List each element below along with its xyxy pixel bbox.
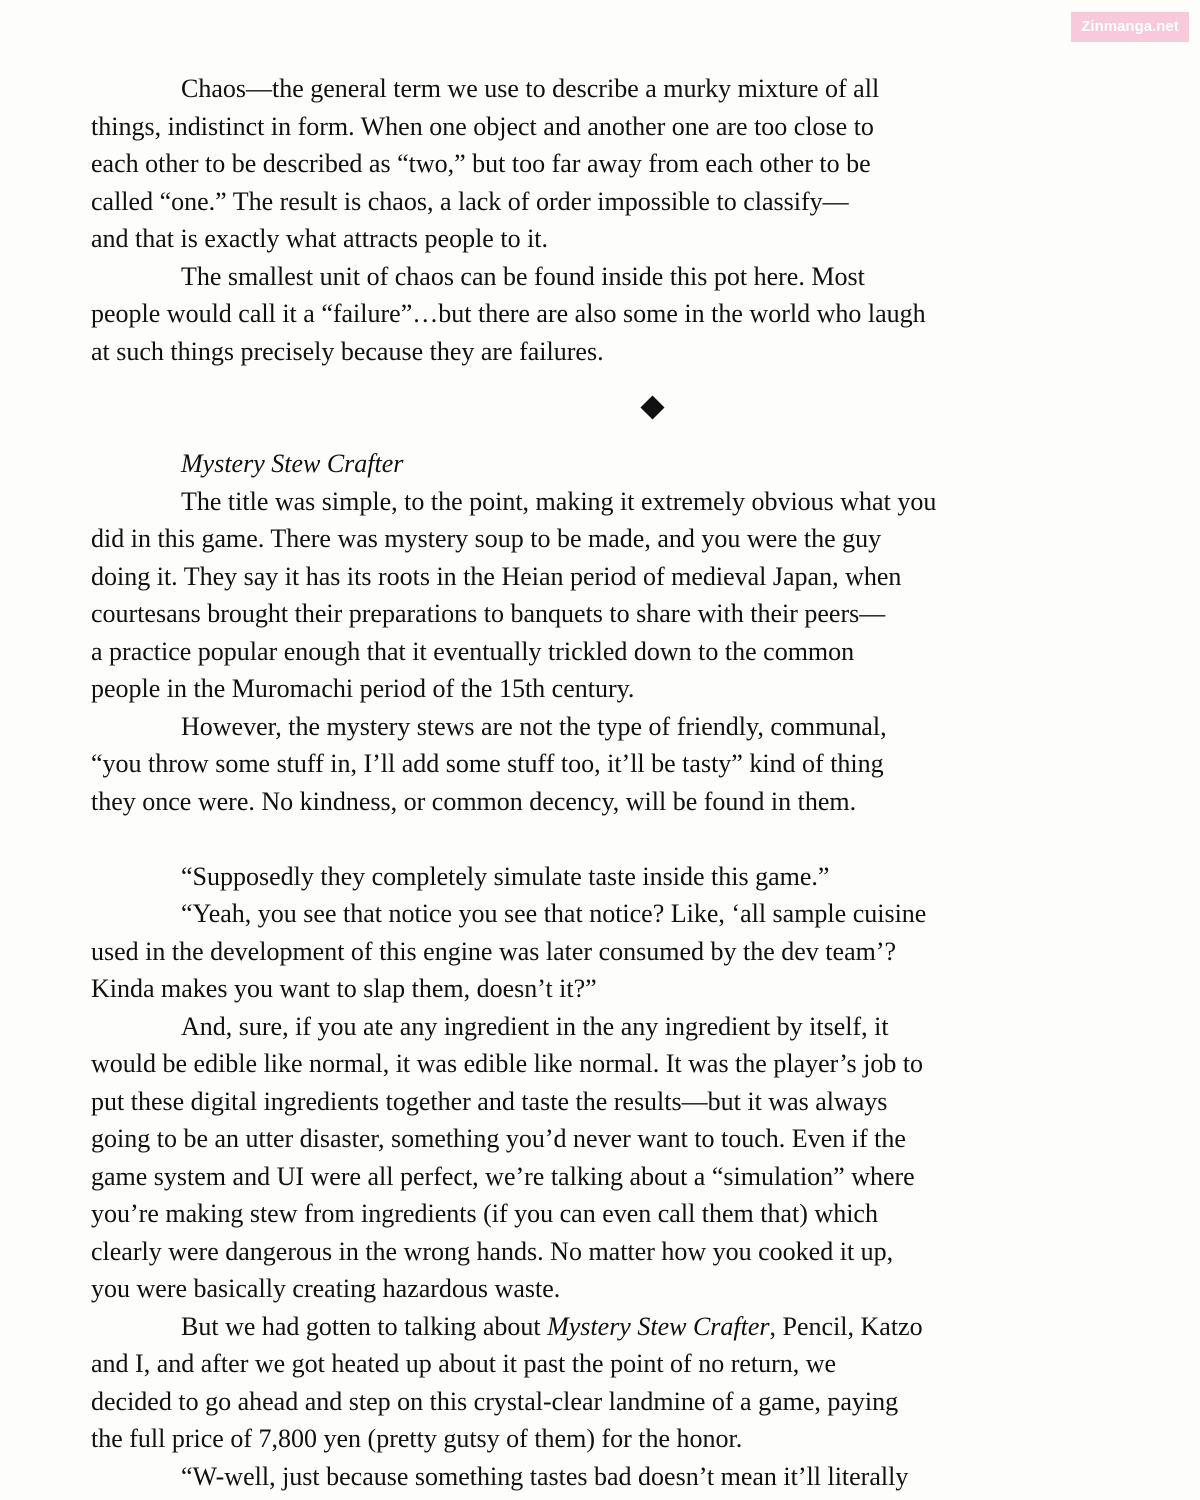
paragraph: The title was simple, to the point, making it extremely obvious what you did in this game. There was mystery soup to be made, and you were the guy doing it. They say it has its roots in the Heian period of medieval Japan, when courtesans brought their preparations to banquets to share with their peers— a practice popular enough that it eventually trickled down to the common people in the Muromachi period of the 15th century. (91, 486, 937, 703)
paragraph: “W-well, just because something tastes bad doesn’t mean it’ll literally (181, 1461, 909, 1491)
paragraph: However, the mystery stews are not the type of friendly, communal, “you throw some stuff in, I’ll add some stuff too, it’ll be tasty” kind of thing they once were. No kindness, or common decency, will be found in them. (91, 711, 887, 816)
paragraph: The smallest unit of chaos can be found inside this pot here. Most people would call it a “failure”…but there are also some in the world who laugh at such things precisely because they are failures. (91, 261, 926, 366)
paragraph (91, 1308, 1111, 1458)
site-watermark: Zinmanga.net (1071, 12, 1189, 42)
paragraph: Chaos—the general term we use to describe a murky mixture of all things, indistinct in form. When one object and another one are too close to each other to be described as “two,” but too far away from each other to be called “one.” The result is chaos, a lack of order impossible to classify— and that is exactly what attracts people to it. (91, 74, 880, 253)
diamond-icon (640, 395, 664, 419)
paragraph-text: But we had gotten to talking about (181, 1311, 548, 1341)
body-text (91, 70, 1111, 1495)
section-divider (91, 370, 1111, 445)
paragraph: And, sure, if you ate any ingredient in the any ingredient by itself, it would be edible like normal, it was edible like normal. It was the player’s job to put these digital ingredients together and taste the results—but it was always going to be an utter disaster, something you’d never want to touch. Even if the game system and UI were all perfect, we’re talking about a “simulation” where you’re making stew from ingredients (if you can even call them that) which clearly were dangerous in the wrong hands. No matter how you cooked it up, you were basically creating hazardous waste. (91, 1011, 924, 1303)
paragraph: “Yeah, you see that notice you see that notice? Like, ‘all sample cuisine used in the development of this engine was later consumed by the dev team’? Kinda makes you want to slap them, doesn’t it?” (91, 899, 927, 1003)
blank-line (91, 820, 1111, 858)
paragraph: “Supposedly they completely simulate taste inside this game.” (181, 861, 830, 891)
paragraph-text: , Pencil, Katzo and I, and after we got heated up about it past the point of no return, we decided to go ahead and step on this crystal-clear landmine of a game, paying the full price of 7,800 yen (pretty gutsy of them) for the honor. (91, 1311, 923, 1453)
section-heading: Mystery Stew Crafter (181, 449, 404, 478)
game-title: Mystery Stew Crafter (547, 1311, 770, 1341)
